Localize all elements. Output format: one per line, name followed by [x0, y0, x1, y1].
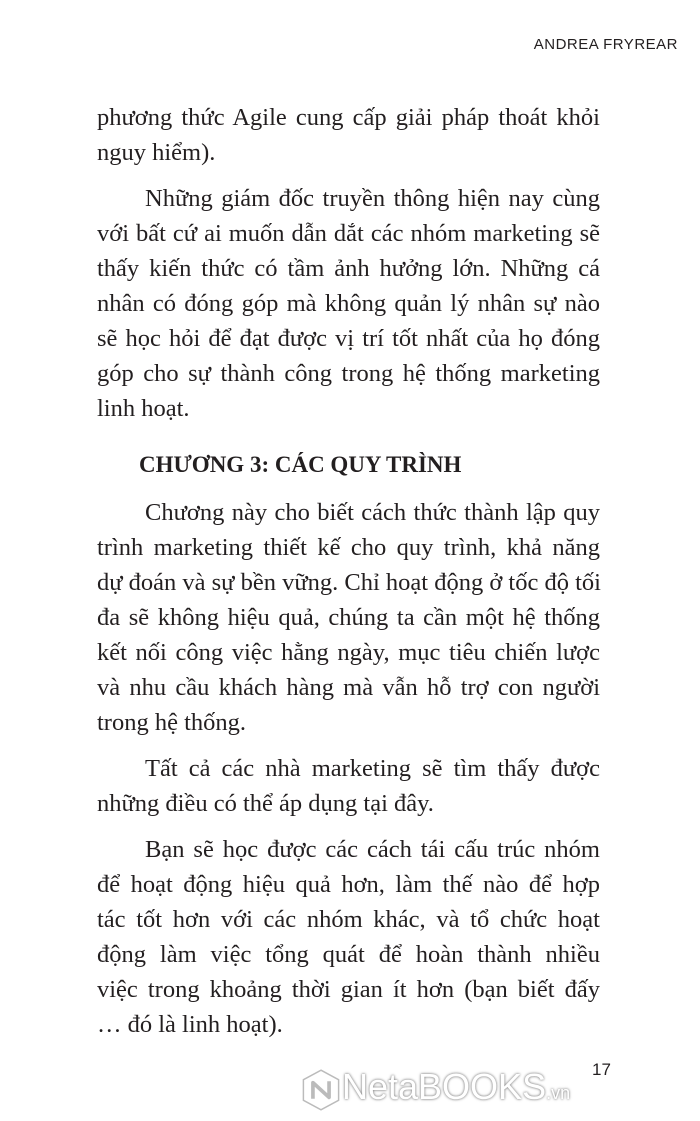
text-line: Bạn sẽ học được các cách tái cấu trúc nhóm — [145, 836, 600, 863]
text-line: thấy kiến thức có tầm ảnh hưởng lớn. Những cá — [97, 255, 600, 282]
text-line: nguy hiểm). — [97, 139, 216, 166]
text-line: đa sẽ không hiệu quả, chúng ta cần một hệ thống — [97, 604, 600, 631]
paragraph — [97, 181, 600, 426]
text-line: để hoạt động hiệu quả hơn, làm thế nào để hợp — [97, 871, 600, 898]
text-line: những điều có thể áp dụng tại đây. — [97, 790, 434, 817]
text-line: linh hoạt. — [97, 395, 190, 422]
text-line: kết nối công việc hằng ngày, mục tiêu chiến lược — [97, 639, 600, 666]
netabooks-logo-icon — [300, 1068, 342, 1112]
text-line: Tất cả các nhà marketing sẽ tìm thấy được — [145, 755, 600, 782]
text-line: góp cho sự thành công trong hệ thống marketing — [97, 360, 600, 387]
paragraph-group-2 — [97, 495, 600, 1042]
page-number: 17 — [592, 1060, 611, 1079]
text-line: với bất cứ ai muốn dẫn dắt các nhóm marketing sẽ — [97, 220, 600, 247]
text-line: động làm việc tổng quát để hoàn thành nhiều — [97, 941, 600, 968]
text-line: và nhu cầu khách hàng mà vẫn hỗ trợ con người — [97, 674, 600, 701]
text-line: dự đoán và sự bền vững. Chỉ hoạt động ở tốc độ tối — [97, 569, 601, 596]
chapter-heading: CHƯƠNG 3: CÁC QUY TRÌNH — [139, 452, 462, 477]
text-line: trong hệ thống. — [97, 709, 247, 736]
text-line: tác tốt hơn với các nhóm khác, và tổ chức hoạt — [97, 906, 600, 933]
watermark-brand: NetaBOOKS — [342, 1066, 547, 1107]
text-line: Những giám đốc truyền thông hiện nay cùng — [145, 185, 600, 212]
text-line: việc trong khoảng thời gian ít hơn (bạn biết đấy — [97, 976, 600, 1003]
page-body — [97, 100, 600, 1053]
text-line: sẽ học hỏi để đạt được vị trí tốt nhất của họ đóng — [97, 325, 600, 352]
paragraph — [97, 832, 600, 1042]
text-line: nhân có đóng góp mà không quản lý nhân sự nào — [97, 290, 600, 317]
paragraph — [97, 495, 600, 740]
paragraph — [97, 751, 600, 821]
paragraph-group-1 — [97, 100, 600, 426]
watermark-suffix: .vn — [546, 1083, 571, 1103]
text-line: Chương này cho biết cách thức thành lập quy — [145, 499, 600, 526]
netabooks-watermark — [300, 1068, 570, 1112]
text-line: phương thức Agile cung cấp giải pháp thoát khỏi — [97, 104, 600, 131]
text-line: trình marketing thiết kế cho quy trình, khả năng — [97, 534, 600, 561]
running-header-author: ANDREA FRYREAR — [533, 36, 678, 53]
watermark-text — [342, 1067, 570, 1113]
text-line: … đó là linh hoạt). — [97, 1011, 283, 1038]
paragraph — [97, 100, 600, 170]
